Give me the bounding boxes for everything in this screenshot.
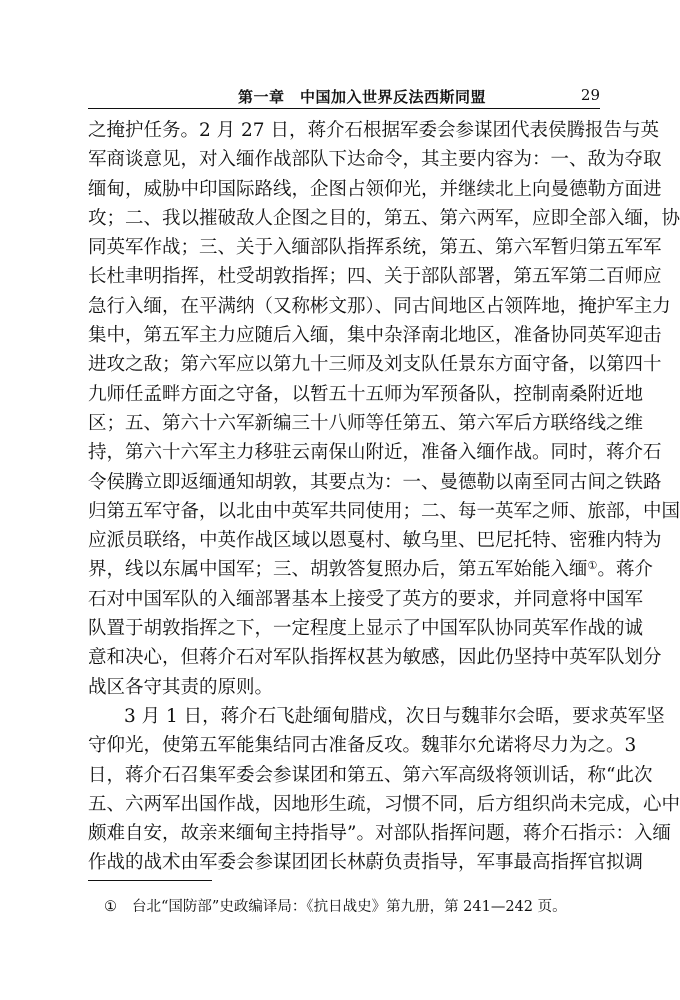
text-line: 归第五军守备，以北由中英军共同使用；二、每一英军之师、旅部，中国 bbox=[88, 500, 680, 522]
text-line: 应派员联络，中英作战区域以恩戛村、敏乌里、巴尼托特、密雅内特为 bbox=[88, 530, 662, 552]
text-line-with-footnote-ref bbox=[88, 555, 653, 584]
text-line: 意和决心，但蒋介石对军队指挥权甚为敏感，因此仍坚持中英军队划分 bbox=[88, 647, 662, 669]
text-line: 进攻之敌；第六军应以第九十三师及刘支队任景东方面守备，以第四十 bbox=[88, 354, 662, 376]
text-line: 五、六两军出国作战，因地形生疏，习惯不同，后方组织尚未完成，心中 bbox=[88, 793, 680, 815]
text-line: 缅甸，威胁中印国际路线，企图占领仰光，并继续北上向曼德勒方面进 bbox=[88, 178, 662, 200]
text-line: 守仰光，使第五军能集结同古准备反攻。魏菲尔允诺将尽力为之。3 bbox=[88, 735, 637, 757]
text-line: 3 月 1 日，蒋介石飞赴缅甸腊戍，次日与魏菲尔会晤，要求英军坚 bbox=[124, 705, 665, 727]
text-line: 队置于胡敦指挥之下，一定程度上显示了中国军队协同英军作战的诚 bbox=[88, 618, 644, 640]
page-number: 29 bbox=[580, 86, 600, 104]
header-rule bbox=[88, 108, 600, 109]
text-line: 军商谈意见，对入缅作战部队下达命令，其主要内容为：一、敌为夺取 bbox=[88, 149, 662, 171]
paragraph-2 bbox=[88, 702, 680, 878]
footnote-reference: ① bbox=[587, 559, 598, 573]
text-segment: 界，线以东属中国军；三、胡敦答复照办后，第五军始能入缅 bbox=[88, 559, 588, 581]
text-line: 同英军作战；三、关于入缅部队指挥系统，第五、第六军暂归第五军军 bbox=[88, 237, 662, 259]
text-line: 攻；二、我以摧破敌人企图之目的，第五、第六两军，应即全部入缅，协 bbox=[88, 207, 680, 229]
text-line: 日，蒋介石召集军委会参谋团和第五、第六军高级将领训话，称“此次 bbox=[88, 764, 653, 786]
text-line: 作战的战术由军委会参谋团团长林蔚负责指导，军事最高指挥官拟调 bbox=[88, 852, 644, 874]
text-line: 颇难自安，故亲来缅甸主持指导”。对部队指挥问题，蒋介石指示：入缅 bbox=[88, 823, 671, 845]
text-line: 急行入缅，在平满纳（又称彬文那）、同古间地区占领阵地，掩护军主力 bbox=[88, 295, 671, 317]
running-header bbox=[88, 72, 600, 104]
text-line: 集中，第五军主力应随后入缅，集中杂泽南北地区，准备协同英军迎击 bbox=[88, 325, 662, 347]
text-line: 战区各守其责的原则。 bbox=[88, 676, 274, 698]
text-segment: 。蒋介 bbox=[597, 559, 653, 581]
footnote-rule bbox=[88, 880, 212, 881]
text-line: 九师任孟畔方面之守备，以暂五十五师为军预备队，控制南桑附近地 bbox=[88, 383, 644, 405]
footnote-marker: ① bbox=[104, 899, 117, 915]
text-line: 令侯腾立即返缅通知胡敦，其要点为：一、曼德勒以南至同古间之铁路 bbox=[88, 471, 662, 493]
text-line: 区；五、第六十六军新编三十八师等任第五、第六军后方联络线之维 bbox=[88, 412, 644, 434]
body-text bbox=[88, 116, 680, 878]
footnote-text: 台北“国防部”史政编译局：《抗日战史》第九册，第 241—242 页。 bbox=[132, 899, 567, 915]
text-line: 持，第六十六军主力移驻云南保山附近，准备入缅作战。同时，蒋介石 bbox=[88, 442, 662, 464]
text-line: 长杜聿明指挥，杜受胡敦指挥；四、关于部队部署，第五军第二百师应 bbox=[88, 266, 662, 288]
text-line: 之掩护任务。2 月 27 日，蒋介石根据军委会参谋团代表侯腾报告与英 bbox=[88, 120, 659, 141]
chapter-title: 第一章 中国加入世界反法西斯同盟 bbox=[238, 88, 487, 106]
footnote bbox=[104, 897, 600, 917]
paragraph-1 bbox=[88, 116, 680, 702]
text-line: 石对中国军队的入缅部署基本上接受了英方的要求，并同意将中国军 bbox=[88, 588, 644, 610]
